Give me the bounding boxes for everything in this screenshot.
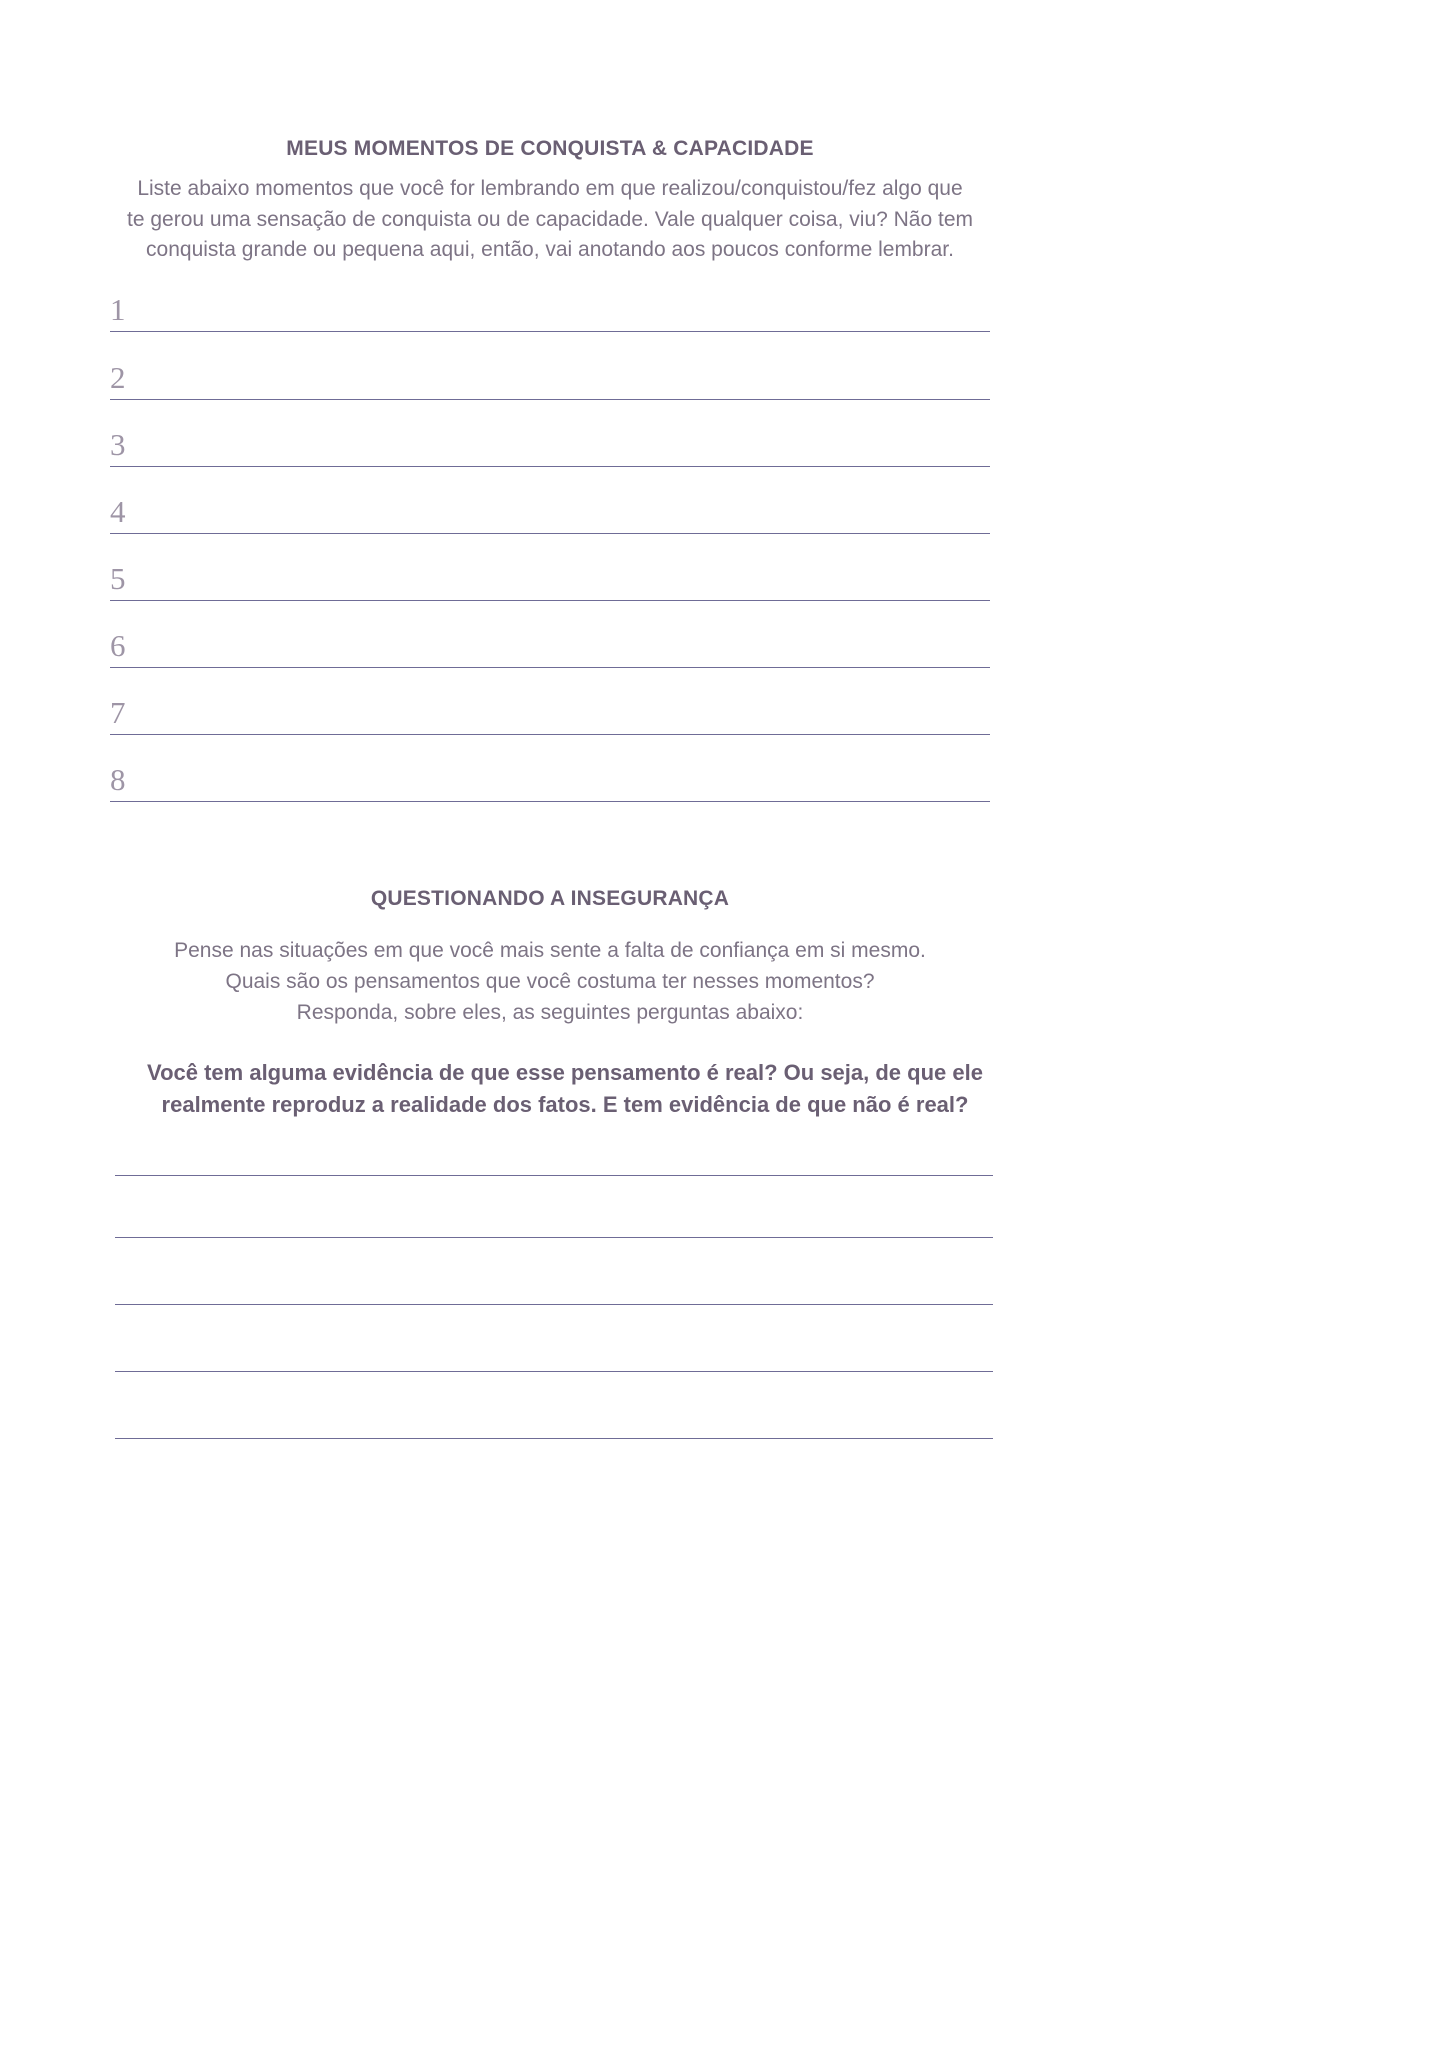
intro-line: Liste abaixo momentos que você for lembrando em que realizou/conquistou/fez algo que xyxy=(137,177,963,200)
row-number: 7 xyxy=(110,695,126,730)
numbered-answer-row[interactable] xyxy=(110,751,990,802)
row-number: 4 xyxy=(110,494,126,529)
row-number: 1 xyxy=(110,292,126,327)
numbered-answer-row[interactable] xyxy=(110,550,990,601)
reflection-question xyxy=(80,1057,1050,1121)
numbered-answer-row[interactable] xyxy=(110,416,990,467)
row-number: 8 xyxy=(110,762,126,797)
intro-line: Responda, sobre eles, as seguintes perguntas abaixo: xyxy=(296,1001,804,1024)
answer-line[interactable] xyxy=(115,1175,993,1176)
answer-line[interactable] xyxy=(115,1371,993,1372)
row-number: 2 xyxy=(110,360,126,395)
row-number: 5 xyxy=(110,561,126,596)
answer-line[interactable] xyxy=(115,1304,993,1305)
numbered-answer-row[interactable] xyxy=(110,684,990,735)
answer-line[interactable] xyxy=(115,1438,993,1439)
numbered-answer-row[interactable] xyxy=(110,483,990,534)
section-intro-conquista xyxy=(90,174,1010,266)
intro-line: te gerou uma sensação de conquista ou de capacidade. Vale qualquer coisa, viu? Não tem xyxy=(127,207,973,231)
question-line: Você tem alguma evidência de que esse pensamento é real? Ou seja, de que ele xyxy=(147,1060,983,1085)
intro-line: Pense nas situações em que você mais sente a falta de confiança em si mesmo. xyxy=(174,939,926,962)
section-title-conquista: MEUS MOMENTOS DE CONQUISTA & CAPACIDADE xyxy=(286,137,814,160)
answer-line[interactable] xyxy=(115,1237,993,1238)
question-line: realmente reproduz a realidade dos fatos. E tem evidência de que não é real? xyxy=(161,1092,969,1117)
intro-line: Quais são os pensamentos que você costuma ter nesses momentos? xyxy=(225,970,875,993)
numbered-answer-row[interactable] xyxy=(110,281,990,332)
intro-line: conquista grande ou pequena aqui, então, vai anotando aos poucos conforme lembrar. xyxy=(146,238,954,261)
numbered-answer-row[interactable] xyxy=(110,349,990,400)
row-number: 6 xyxy=(110,628,126,663)
row-number: 3 xyxy=(110,427,126,462)
numbered-answer-row[interactable] xyxy=(110,617,990,668)
section-title-inseguranca: QUESTIONANDO A INSEGURANÇA xyxy=(370,887,730,910)
section-intro-inseguranca xyxy=(100,935,1000,1028)
